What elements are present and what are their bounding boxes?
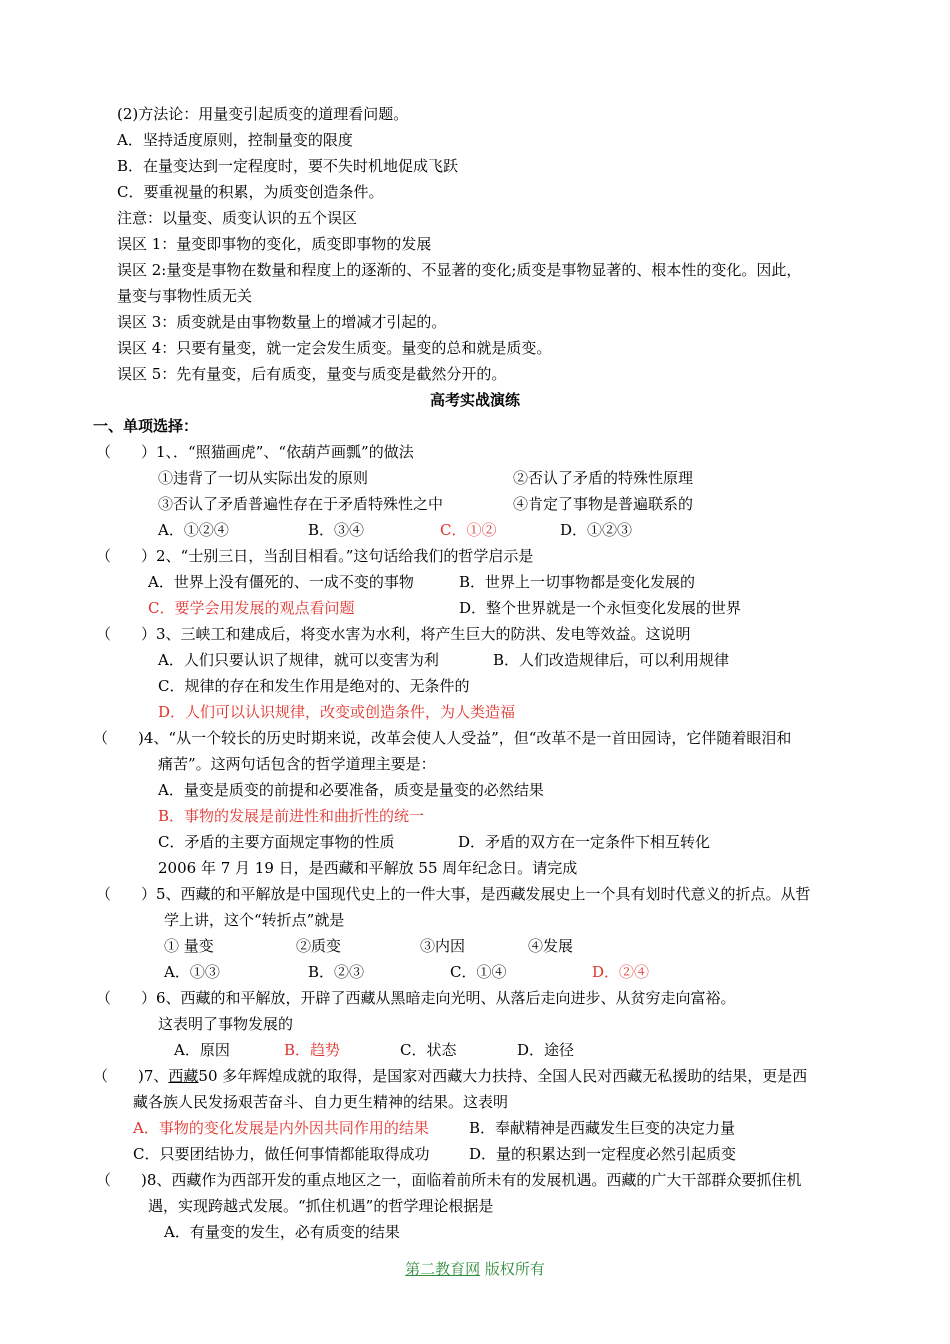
misconception-2: 误区 2:量变是事物在数量和程度上的逐渐的、不显著的变化;质变是事物显著的、根本性的变化。因此， <box>117 261 802 279</box>
misconception-1: 误区 1：量变即事物的变化，质变即事物的发展 <box>117 235 432 253</box>
option-b: B．世界上一切事物都是变化发展的 <box>459 573 696 591</box>
method-c: C．要重视量的积累，为质变创造条件。 <box>117 183 384 201</box>
statement-3: ③否认了矛盾普遍性存在于矛盾特殊性之中 <box>158 495 444 513</box>
option-c-answer: C．①② <box>440 521 497 539</box>
option-a-answer: A．事物的变化发展是内外因共同作用的结果 <box>133 1119 429 1137</box>
option-b-answer: B．趋势 <box>284 1041 341 1059</box>
statement-4: ④肯定了事物是普遍联系的 <box>513 495 694 513</box>
option-c: C．矛盾的主要方面规定事物的性质 <box>158 833 395 851</box>
footer-copyright: 版权所有 <box>480 1260 545 1278</box>
option-d: D．①②③ <box>560 521 633 539</box>
question-stem-cont: 藏各族人民发扬艰苦奋斗、自力更生精神的结果。这表明 <box>133 1093 509 1111</box>
question-stem-cont: 这表明了事物发展的 <box>158 1015 294 1033</box>
statement-1: ①违背了一切从实际出发的原则 <box>158 469 369 487</box>
option-d: D．量的积累达到一定程度必然引起质变 <box>469 1145 737 1163</box>
option-c-answer: C．要学会用发展的观点看问题 <box>148 599 355 617</box>
option-b-answer: B．事物的发展是前进性和曲折性的统一 <box>158 807 425 825</box>
option-b: B．③④ <box>308 521 365 539</box>
option-d-answer: D．人们可以认识规律，改变或创造条件，为人类造福 <box>158 703 516 721</box>
question-stem: （ ）1、．“照猫画虎”、“依葫芦画瓢”的做法 <box>96 443 414 461</box>
question-stem-cont: 遇，实现跨越式发展。“抓住机遇”的哲学理论根据是 <box>148 1197 494 1215</box>
question-stem-cont: 学上讲，这个“转折点”就是 <box>164 911 345 929</box>
option-d: D．整个世界就是一个永恒变化发展的世界 <box>459 599 742 617</box>
option-c: C．①④ <box>450 963 507 981</box>
misconception-3: 误区 3：质变就是由事物数量上的增减才引起的。 <box>117 313 447 331</box>
method-a: A．坚持适度原则，控制量变的限度 <box>117 131 353 149</box>
option-c: C．只要团结协力，做任何事情都能取得成功 <box>133 1145 430 1163</box>
stem-prefix: （ )7、 <box>93 1067 169 1085</box>
statement-4: ④发展 <box>528 937 574 955</box>
option-a: A．①②④ <box>158 521 229 539</box>
methodology-line: (2)方法论：用量变引起质变的道理看问题。 <box>117 105 409 123</box>
option-d: D．矛盾的双方在一定条件下相互转化 <box>458 833 711 851</box>
statement-2: ②质变 <box>296 937 342 955</box>
option-c: C．规律的存在和发生作用是绝对的、无条件的 <box>158 677 470 695</box>
statement-3: ③内因 <box>420 937 466 955</box>
question-stem-cont: 痛苦”。这两句话包含的哲学道理主要是： <box>158 755 436 773</box>
option-c: C．状态 <box>400 1041 457 1059</box>
tibet-intro: 2006 年 7 月 19 日，是西藏和平解放 55 周年纪念日。请完成 <box>158 859 578 877</box>
question-stem: （ )4、“从一个较长的历史时期来说，改革会使人人受益”，但“改革不是一首田园诗，它伴随着眼泪和 <box>93 729 792 747</box>
option-a: A．①③ <box>164 963 220 981</box>
option-d-answer: D．②④ <box>592 963 650 981</box>
question-stem: （ ）2、“士别三日，当刮目相看。”这句话给我们的哲学启示是 <box>96 547 534 565</box>
question-stem: （ ）5、西藏的和平解放是中国现代史上的一件大事，是西藏发展史上一个具有划时代意义的折点。从哲 <box>96 885 811 903</box>
tibet-underlined: 西藏 <box>168 1067 199 1085</box>
option-a: A．人们只要认识了规律，就可以变害为利 <box>158 651 439 669</box>
option-b: B．②③ <box>308 963 365 981</box>
question-stem: （ ）6、西藏的和平解放，开辟了西藏从黑暗走向光明、从落后走向进步、从贫穷走向富裕。 <box>96 989 736 1007</box>
misconception-4: 误区 4：只要有量变，就一定会发生质变。量变的总和就是质变。 <box>117 339 552 357</box>
statement-1: ① 量变 <box>164 937 214 955</box>
question-stem <box>93 1066 807 1086</box>
option-a: A．量变是质变的前提和必要准备，质变是量变的必然结果 <box>158 781 544 799</box>
option-d: D．途径 <box>517 1041 575 1059</box>
option-b: B．奉献精神是西藏发生巨变的决定力量 <box>469 1119 736 1137</box>
option-a: A．有量变的发生，必有质变的结果 <box>164 1223 400 1241</box>
footer-link[interactable]: 第二教育网 <box>405 1260 481 1278</box>
question-stem: （ ）3、三峡工和建成后，将变水害为水利，将产生巨大的防洪、发电等效益。这说明 <box>96 625 691 643</box>
single-choice-heading: 一、单项选择： <box>93 417 199 435</box>
statement-2: ②否认了矛盾的特殊性原理 <box>513 469 694 487</box>
question-stem: （ )8、西藏作为西部开发的重点地区之一，面临着前所未有的发展机遇。西藏的广大干部群众要抓住机 <box>96 1171 802 1189</box>
footer <box>0 1259 950 1279</box>
option-a: A．原因 <box>174 1041 230 1059</box>
section-title: 高考实战演练 <box>429 391 520 409</box>
misconception-5: 误区 5：先有量变，后有质变，量变与质变是截然分开的。 <box>117 365 507 383</box>
stem-body: 50 多年辉煌成就的取得，是国家对西藏大力扶持、全国人民对西藏无私援助的结果，更是西 <box>198 1067 808 1085</box>
note-line: 注意：以量变、质变认识的五个误区 <box>117 209 358 227</box>
option-b: B．人们改造规律后，可以利用规律 <box>493 651 730 669</box>
option-a: A．世界上没有僵死的、一成不变的事物 <box>148 573 414 591</box>
method-b: B．在量变达到一定程度时，要不失时机地促成飞跃 <box>117 157 459 175</box>
misconception-2-cont: 量变与事物性质无关 <box>117 287 253 305</box>
